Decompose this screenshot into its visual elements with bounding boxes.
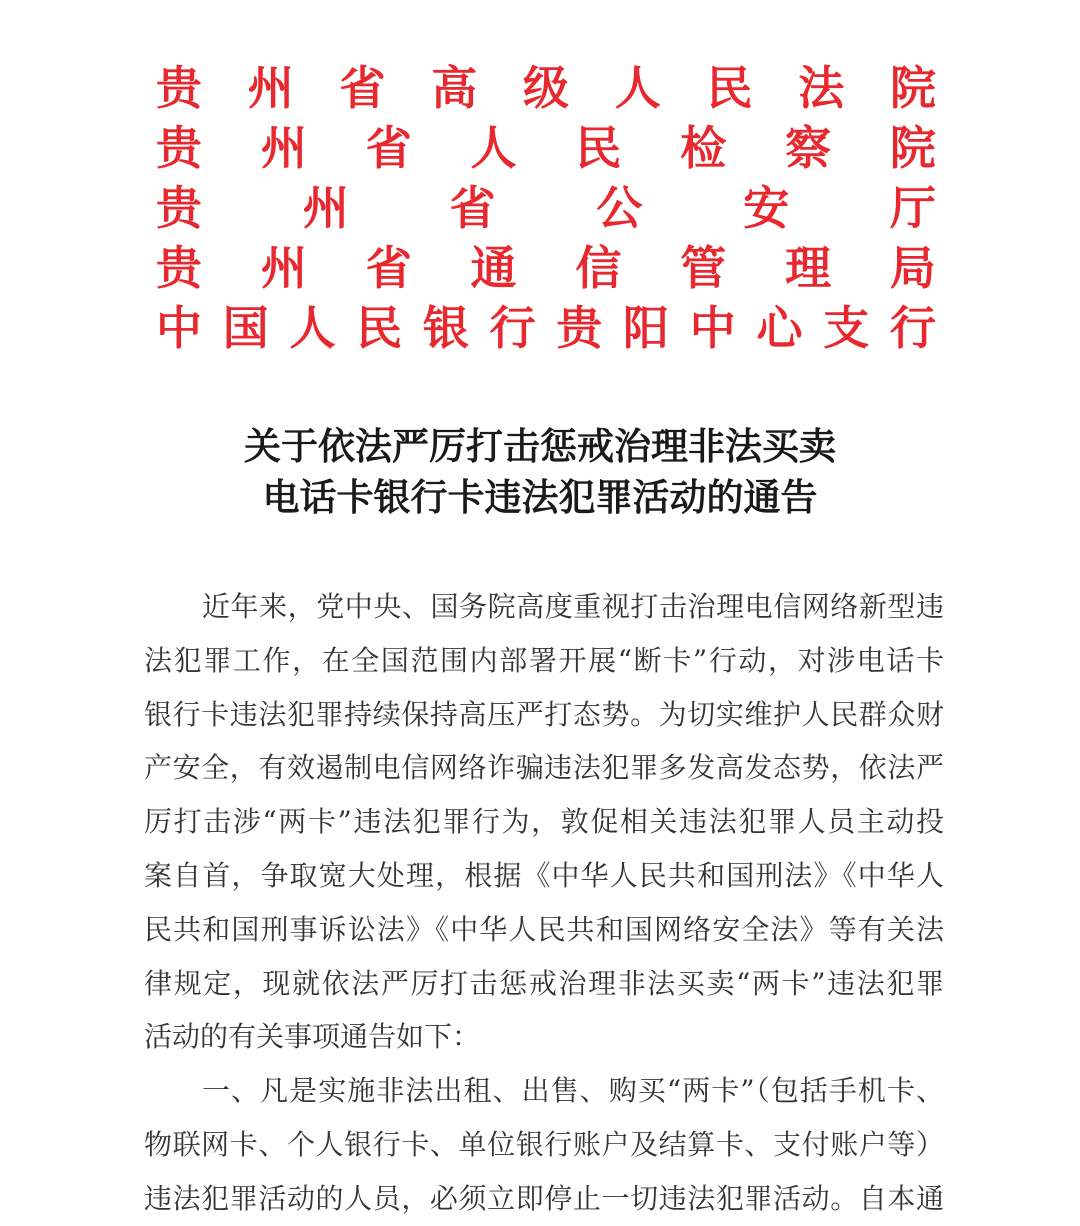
issuer-line <box>156 238 936 298</box>
notice-body <box>144 580 944 1226</box>
issuer-char: 察 <box>785 121 832 175</box>
issuer-char: 通 <box>470 241 517 295</box>
notice-title-line-2: 电话卡银行卡违法犯罪活动的通告 <box>262 476 818 519</box>
issuer-char: 贵 <box>556 301 603 355</box>
issuer-char: 心 <box>756 301 803 355</box>
issuer-char: 贵 <box>156 121 202 175</box>
issuer-char: 州 <box>302 181 349 235</box>
issuer-char: 省 <box>365 241 412 295</box>
issuer-char: 安 <box>743 181 790 235</box>
issuer-char: 高 <box>431 61 478 115</box>
issuer-char: 省 <box>365 121 412 175</box>
issuer-char: 理 <box>785 241 832 295</box>
notice-title-line-1: 关于依法严厉打击惩戒治理非法买卖 <box>244 425 836 468</box>
issuer-char: 州 <box>247 61 294 115</box>
issuer-char: 检 <box>680 121 727 175</box>
issuer-char: 公 <box>596 181 643 235</box>
issuing-authorities <box>156 58 936 358</box>
body-line: 活动的有关事项通告如下： <box>144 1020 481 1054</box>
body-line: 法犯罪工作，在全国范围内部署开展“断卡”行动，对涉电话卡 <box>144 643 944 677</box>
issuer-char: 信 <box>575 241 622 295</box>
issuer-char: 法 <box>798 61 845 115</box>
issuer-char: 贵 <box>156 241 202 295</box>
issuer-char: 人 <box>614 61 661 115</box>
issuer-line <box>156 58 936 118</box>
issuer-char: 贵 <box>156 61 202 115</box>
issuer-char: 民 <box>356 301 403 355</box>
issuer-char: 院 <box>889 121 936 175</box>
issuer-line <box>156 298 936 358</box>
issuer-char: 管 <box>680 241 727 295</box>
issuer-char: 银 <box>422 301 469 355</box>
issuer-char: 中 <box>689 301 736 355</box>
body-line: 近年来，党中央、国务院高度重视打击治理电信网络新型违 <box>202 590 944 623</box>
issuer-char: 级 <box>523 61 569 115</box>
body-line: 物联网卡、个人银行卡、单位银行账户及结算卡、支付账户等） <box>144 1127 944 1161</box>
issuer-char: 民 <box>575 121 622 175</box>
issuer-char: 人 <box>289 301 336 355</box>
issuer-char: 省 <box>339 61 386 115</box>
body-line: 民共和国刑事诉讼法》《中华人民共和国网络安全法》等有关法 <box>144 912 944 946</box>
body-line: 产安全，有效遏制电信网络诈骗违法犯罪多发高发态势，依法严 <box>144 751 944 785</box>
issuer-char: 州 <box>260 241 307 295</box>
issuer-char: 州 <box>260 121 307 175</box>
body-line: 违法犯罪活动的人员，必须立即停止一切违法犯罪活动。自本通 <box>144 1181 944 1215</box>
issuer-line <box>156 118 936 178</box>
issuer-char: 人 <box>470 121 517 175</box>
issuer-char: 行 <box>889 301 936 355</box>
body-line: 银行卡违法犯罪持续保持高压严打态势。为切实维护人民群众财 <box>144 697 944 731</box>
issuer-char: 厅 <box>889 181 936 235</box>
issuer-char: 国 <box>222 301 269 355</box>
issuer-char: 中 <box>156 301 202 355</box>
body-line: 案自首，争取宽大处理，根据《中华人民共和国刑法》《中华人 <box>144 858 944 892</box>
issuer-char: 局 <box>889 241 936 295</box>
issuer-char: 阳 <box>623 301 670 355</box>
issuer-char: 支 <box>823 301 870 355</box>
issuer-char: 院 <box>890 61 936 115</box>
issuer-char: 贵 <box>156 181 202 235</box>
issuer-char: 民 <box>706 61 753 115</box>
issuer-char: 行 <box>489 301 536 355</box>
body-line: 律规定，现就依法严厉打击惩戒治理非法买卖“两卡”违法犯罪 <box>144 966 944 1000</box>
body-line: 一、凡是实施非法出租、出售、购买“两卡”（包括手机卡、 <box>202 1074 944 1108</box>
issuer-line <box>156 178 936 238</box>
body-line: 厉打击涉“两卡”违法犯罪行为，敦促相关违法犯罪人员主动投 <box>144 805 944 839</box>
issuer-char: 省 <box>449 181 496 235</box>
